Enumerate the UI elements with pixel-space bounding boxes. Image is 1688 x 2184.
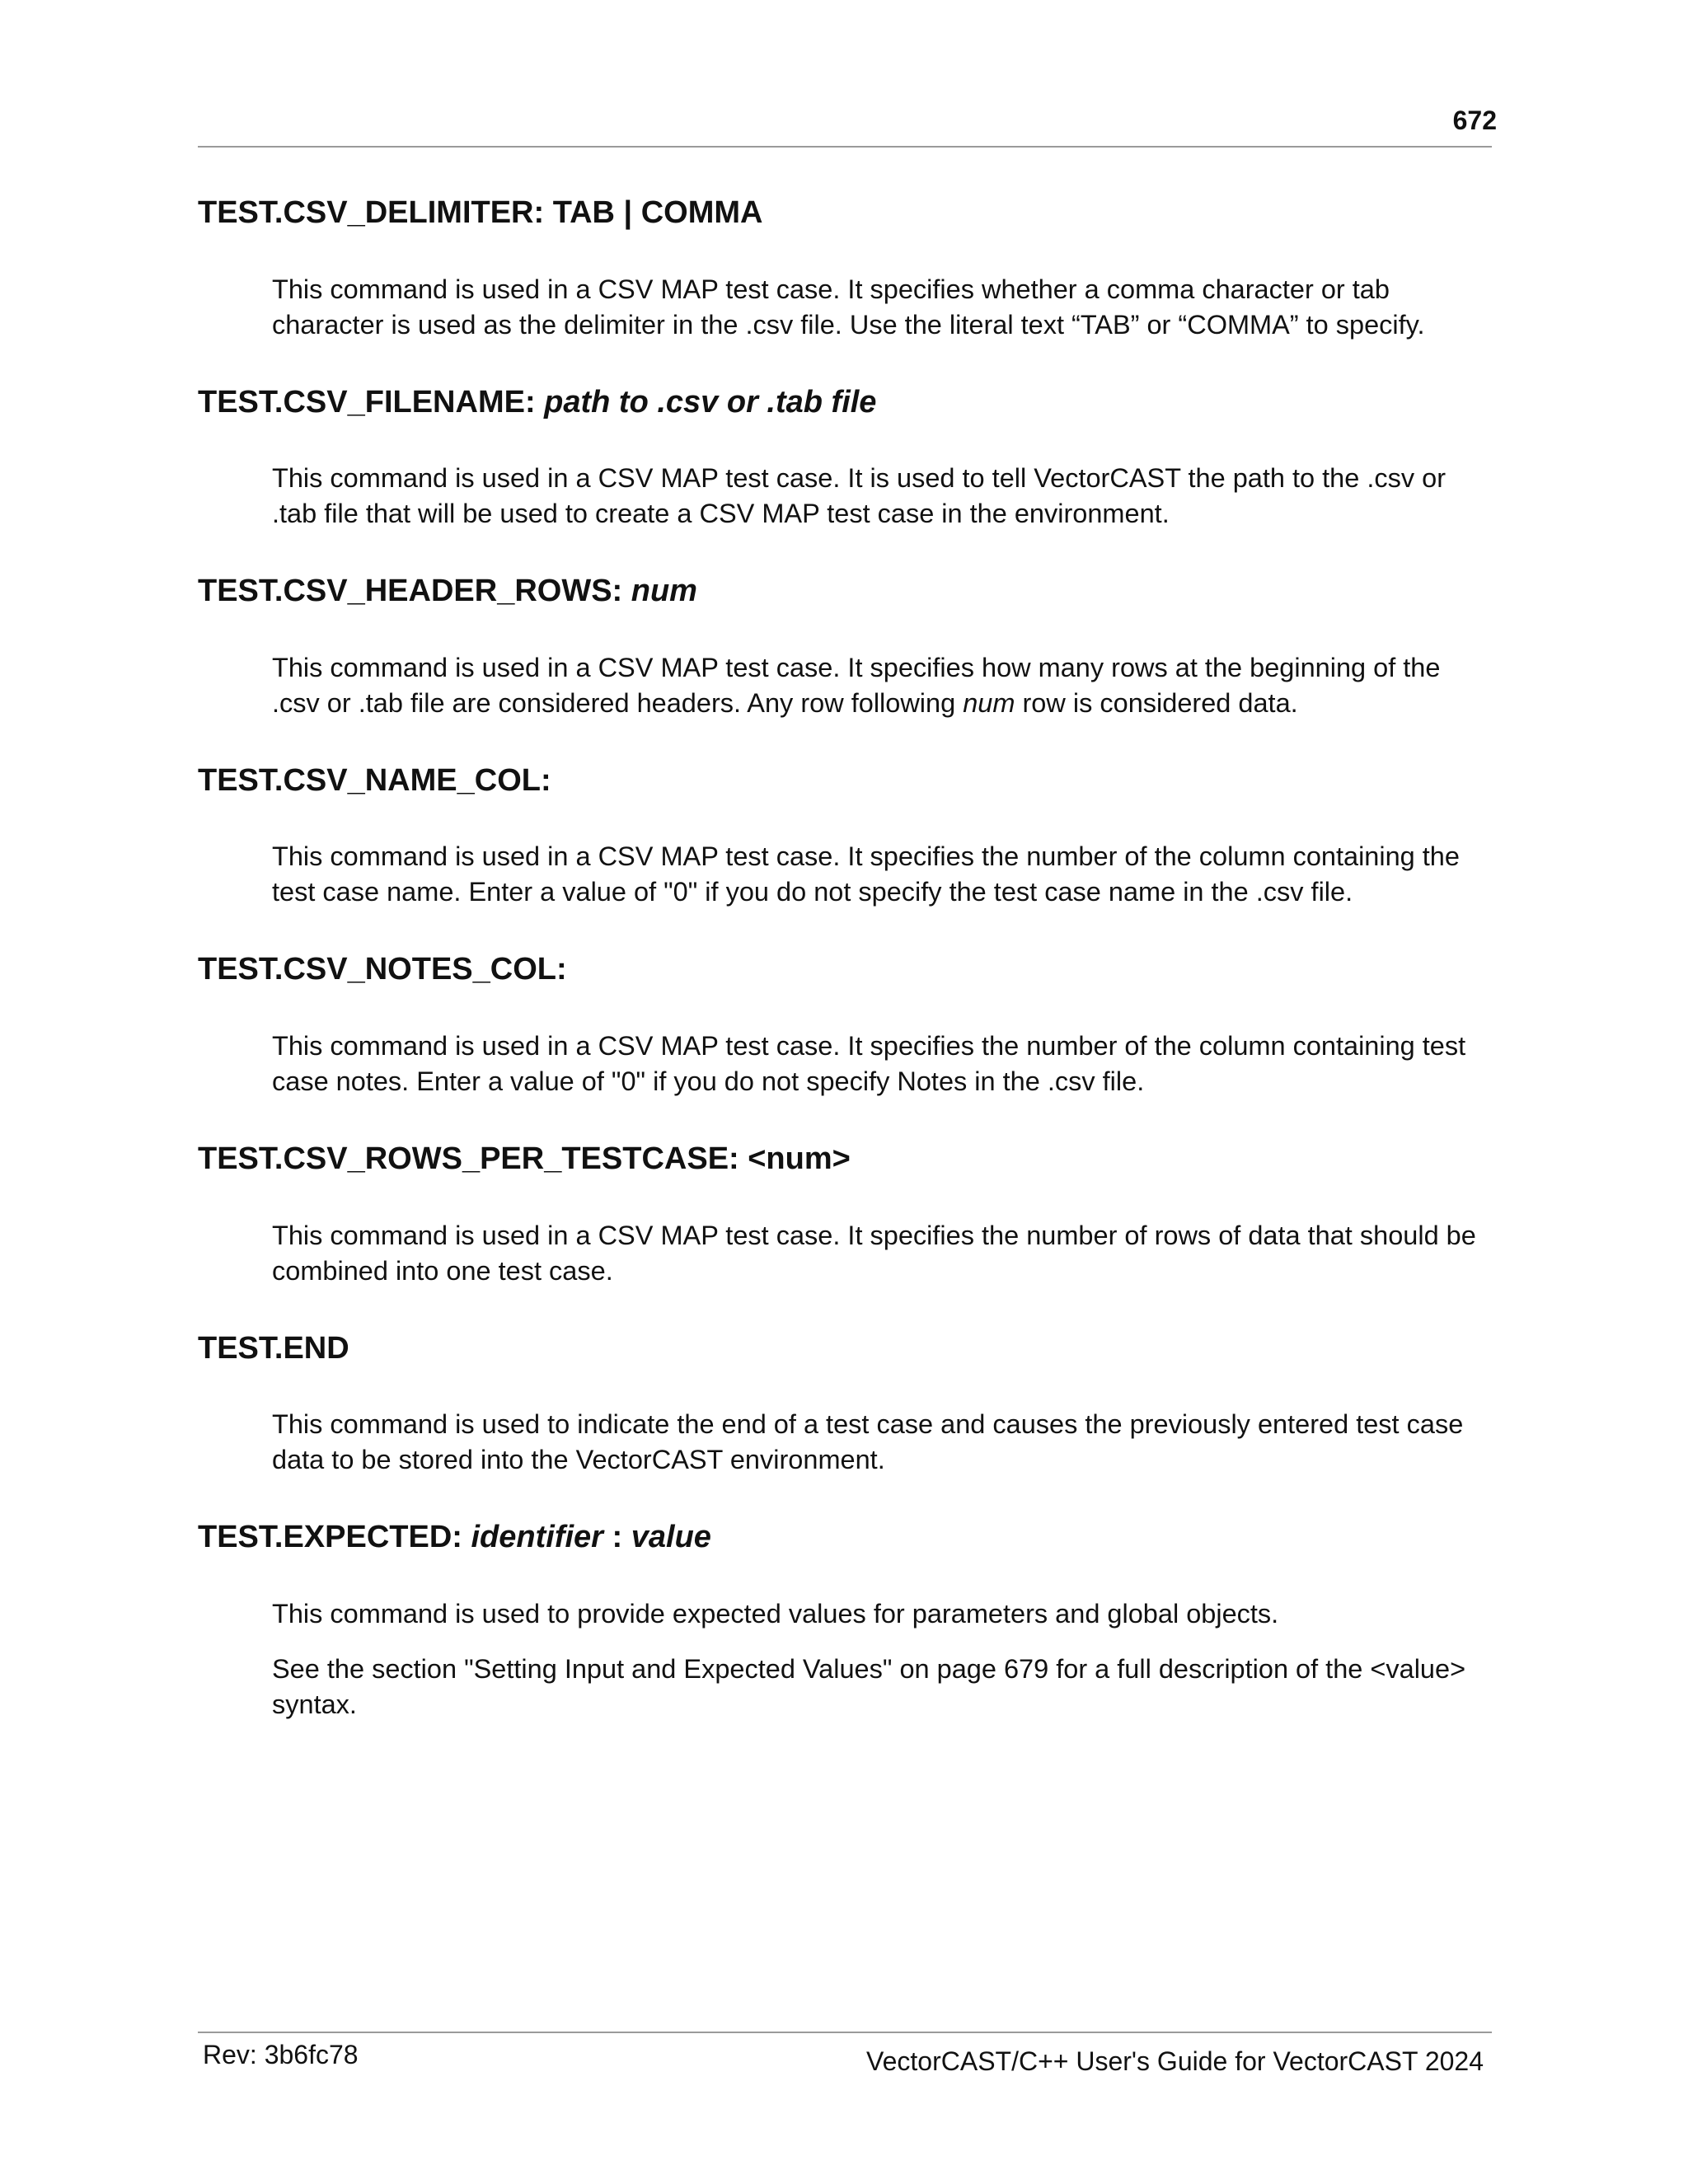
section-paragraph: This command is used in a CSV MAP test case. It specifies the number of the column containing test case notes. Enter a value of "0" if you do not specify Notes in the .csv file. bbox=[272, 1030, 1466, 1096]
heading-text: TEST.CSV_NAME_COL: bbox=[198, 762, 551, 798]
section-heading bbox=[198, 951, 1492, 989]
section-test-end bbox=[198, 1330, 1492, 1479]
heading-italic: num bbox=[631, 574, 697, 609]
page-content bbox=[198, 194, 1492, 1764]
header-rule bbox=[198, 146, 1492, 148]
heading-text: TEST.EXPECTED: bbox=[198, 1520, 471, 1555]
paragraph-text: This command is used in a CSV MAP test case. It specifies how many rows at the beginning of the .csv or .tab file are considered headers. Any row following bbox=[272, 652, 1441, 718]
heading-text: TEST.CSV_HEADER_ROWS: bbox=[198, 574, 631, 609]
heading-italic: path to .csv or .tab file bbox=[544, 384, 877, 419]
section-csv-delimiter bbox=[198, 194, 1492, 343]
section-paragraph: This command is used in a CSV MAP test case. It specifies the number of rows of data that should be combined into one test case. bbox=[272, 1220, 1476, 1286]
section-heading bbox=[198, 1141, 1492, 1179]
section-csv-notes-col bbox=[198, 951, 1492, 1099]
heading-text: TEST.CSV_FILENAME: bbox=[198, 384, 545, 419]
section-paragraph: This command is used in a CSV MAP test case. It is used to tell VectorCAST the path to the .csv or .tab file that will be used to create a CSV MAP test case in the environment. bbox=[272, 463, 1447, 529]
heading-text: TEST.CSV_NOTES_COL: bbox=[198, 952, 567, 987]
heading-italic: value bbox=[631, 1520, 711, 1555]
section-heading bbox=[198, 1330, 1492, 1368]
footer-guide-title: VectorCAST/C++ User's Guide for VectorCAST 2024 bbox=[866, 2046, 1484, 2076]
section-csv-name-col bbox=[198, 762, 1492, 911]
heading-separator: : bbox=[603, 1520, 631, 1555]
heading-text: TEST.CSV_DELIMITER: TAB | COMMA bbox=[198, 195, 763, 230]
section-heading bbox=[198, 573, 1492, 611]
section-heading bbox=[198, 384, 1492, 422]
footer-rule bbox=[198, 2032, 1492, 2033]
paragraph-italic: num bbox=[963, 687, 1015, 718]
heading-italic: identifier bbox=[471, 1520, 603, 1555]
paragraph-text: row is considered data. bbox=[1015, 687, 1298, 718]
page-number: 672 bbox=[1452, 105, 1497, 135]
section-heading bbox=[198, 194, 1492, 232]
heading-text: TEST.END bbox=[198, 1330, 349, 1366]
section-paragraph: This command is used in a CSV MAP test case. It specifies whether a comma character or tab character is used as the delimiter in the .csv file. Use the literal text “TAB” or “COMMA” to specify. bbox=[272, 274, 1425, 340]
section-paragraph: See the section "Setting Input and Expected Values" on page 679 for a full description of the <value> syntax. bbox=[272, 1653, 1466, 1719]
section-csv-filename bbox=[198, 384, 1492, 532]
section-paragraph: This command is used in a CSV MAP test case. It specifies the number of the column containing the test case name. Enter a value of "0" if you do not specify the test case name in the .csv file. bbox=[272, 841, 1460, 907]
heading-text: TEST.CSV_ROWS_PER_TESTCASE: <num> bbox=[198, 1141, 851, 1176]
section-heading bbox=[198, 762, 1492, 800]
section-paragraph: This command is used to indicate the end of a test case and causes the previously entered test case data to be stored into the VectorCAST environment. bbox=[272, 1409, 1464, 1475]
section-csv-rows-per-testcase bbox=[198, 1141, 1492, 1289]
section-paragraph: This command is used to provide expected values for parameters and global objects. bbox=[272, 1598, 1279, 1629]
footer-revision: Rev: 3b6fc78 bbox=[203, 2040, 359, 2069]
section-paragraph bbox=[272, 650, 1492, 721]
section-csv-header-rows bbox=[198, 573, 1492, 721]
section-heading bbox=[198, 1519, 1492, 1557]
section-test-expected bbox=[198, 1519, 1492, 1722]
